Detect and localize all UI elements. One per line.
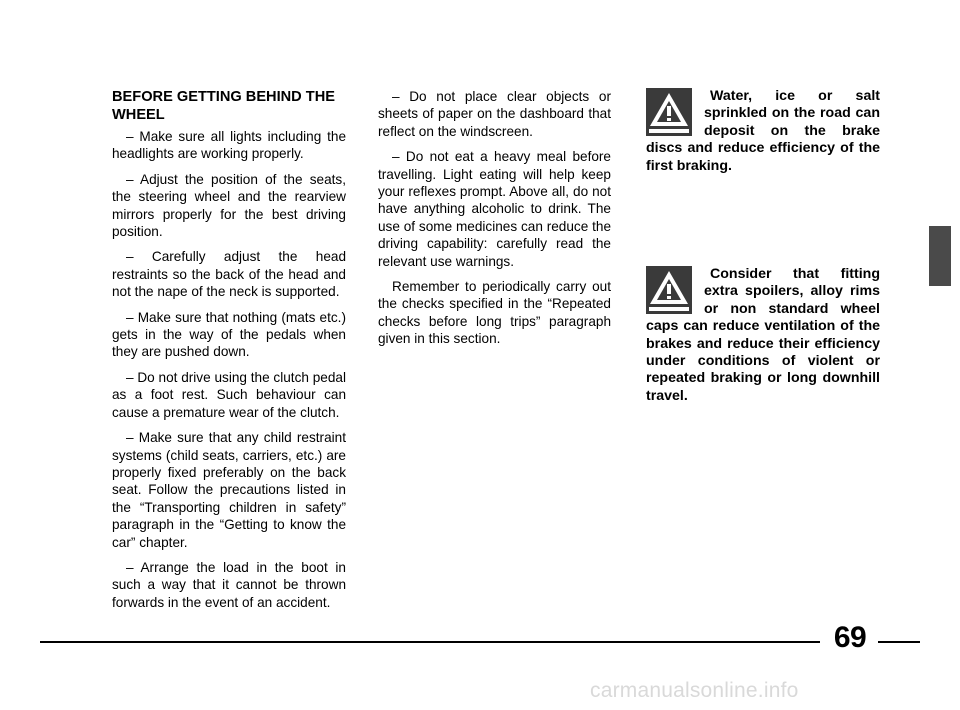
warning-block — [646, 266, 880, 405]
chapter-thumb-tab — [929, 226, 951, 286]
left-column — [112, 88, 346, 619]
paragraph: – Make sure that nothing (mats etc.) gets in the way of the pedals when they are pushed down. — [112, 309, 346, 360]
paragraph: – Adjust the position of the seats, the steering wheel and the rearview mirrors properly for the best driving position. — [112, 171, 346, 240]
paragraph: – Do not eat a heavy meal before travelling. Light eating will help keep your reflexes prompt. Above all, do not have anything alcoholic to drink. The use of some medicines can reduce the driving capability: carefully read the relevant use warnings. — [378, 149, 611, 269]
paragraph: – Do not drive using the clutch pedal as a foot rest. Such behaviour can cause a premature wear of the clutch. — [112, 369, 346, 420]
warning-block — [646, 88, 880, 175]
footer-rule — [40, 641, 820, 643]
paragraph: Remember to periodically carry out the checks specified in the “Repeated checks before long trips” paragraph given in this section. — [378, 279, 611, 347]
page-number: 69 — [833, 621, 867, 654]
paragraph: – Carefully adjust the head restraints so the back of the head and not the nape of the neck is supported. — [112, 249, 346, 300]
warning-text: Consider that fitting extra spoilers, alloy rims or non standard wheel caps can reduce ventilation of the brakes and reduce their efficiency under conditions of violent or repeated braking or long downhill travel. — [646, 266, 880, 404]
warning-triangle-icon — [646, 266, 692, 314]
warning-text: Water, ice or salt sprinkled on the road can deposit on the brake discs and reduce efficiency of the first braking. — [646, 88, 880, 174]
paragraph: – Arrange the load in the boot in such a way that it cannot be thrown forwards in the event of an accident. — [112, 559, 346, 610]
paragraph: – Make sure all lights including the headlights are working properly. — [112, 129, 346, 162]
paragraph: – Do not place clear objects or sheets of paper on the dashboard that reflect on the windscreen. — [378, 89, 611, 139]
paragraph: – Make sure that any child restraint systems (child seats, carriers, etc.) are properly fixed preferably on the back seat. Follow the precautions listed in the “Transporting children in safety” paragraph in the “Getting to know the car” chapter. — [112, 430, 346, 550]
watermark: carmanualsonline.info — [590, 679, 799, 702]
middle-column — [378, 88, 611, 356]
footer-rule — [878, 641, 920, 643]
section-heading: BEFORE GETTING BEHIND THE WHEEL — [112, 89, 335, 123]
warning-triangle-icon — [646, 88, 692, 136]
